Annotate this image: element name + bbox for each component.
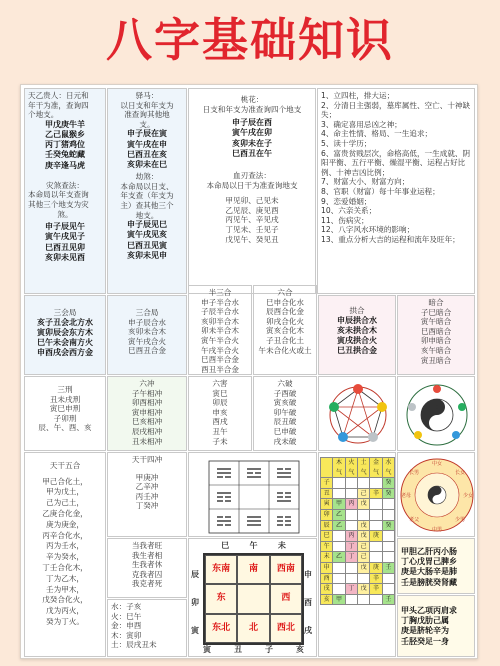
wuxing-table-row <box>321 488 395 499</box>
wuxing-table-cell <box>345 562 357 573</box>
jiesha-title: 劫煞： <box>135 172 159 182</box>
rule-item: 7、财富大小、财富方向； <box>321 177 410 187</box>
wuxing-pentagram-diagram <box>319 377 396 451</box>
wuxing-table-header <box>321 458 333 478</box>
wuxing-table-row <box>321 562 395 573</box>
direction-cell: 西北 <box>270 614 302 643</box>
body-organs-top: 甲胆乙肝丙小肠 丁心戊胃己脾乡 庚是大肠辛是肺 壬是膀胱癸肾藏 <box>401 547 457 587</box>
bagua-label: 中女 <box>431 461 443 467</box>
yima-desc: 以日支和年支为 准查询其他地 支。 <box>120 100 174 129</box>
tianyi-zaisha-cell <box>24 88 106 294</box>
taiji-cell <box>397 376 475 451</box>
rule-item: 2、分清日主强弱，墓库属性、空亡、十神缺失； <box>321 100 471 120</box>
liupo-title: 六破 <box>277 379 293 388</box>
sanxing-cell <box>24 376 106 451</box>
wuxing-table-cell: 癸 <box>382 488 394 499</box>
wuxing-table-cell <box>382 499 394 510</box>
wuxing-table-cell: 申 <box>321 562 333 573</box>
wuxing-table-cell <box>382 573 394 584</box>
jiesha-rows: 申子辰见巳 寅午戌见亥 巳酉丑见寅 亥卯未见申 <box>127 220 167 260</box>
wuxing-table-header: 火气 <box>345 458 357 478</box>
wuxing-table-cell: 戊 <box>357 520 369 531</box>
banhe-title: 半三合 <box>208 288 232 297</box>
jiesha-desc: 本命局以日支、 年支查（年支为 主）查其他三个 地支。 <box>120 181 174 220</box>
sanxing-title: 三刑 <box>57 385 73 394</box>
tiangan-sichong-rows: 甲庚冲 乙辛冲 丙壬冲 丁癸冲 <box>135 472 159 511</box>
wuxing-table-cell <box>345 478 357 489</box>
sanhe-cell <box>107 295 187 375</box>
wuxing-table-cell: 卯 <box>321 509 333 520</box>
wuxing-table-row <box>321 584 395 595</box>
wuxing-table-cell <box>370 541 382 552</box>
wuxing-table-cell <box>370 509 382 520</box>
wuxing-dizhi-cell <box>107 599 187 657</box>
wuxing-table-cell: 戌 <box>321 584 333 595</box>
wuxing-table-cell <box>370 552 382 563</box>
rule-item: 10、六亲关系； <box>321 206 377 216</box>
direction-cell: 东南 <box>205 555 237 584</box>
wangxiang-rows: 当我者旺 我生者相 生我者休 克我者囚 我克者死 <box>131 541 163 589</box>
rule-item: 13、重点分析大吉的运程和流年及旺年； <box>321 234 460 244</box>
xueren-rows: 甲见卯、己见未 乙见辰、庚见酉 丙见午、辛见戌 丁见未、壬见子 戊见午、癸见丑 <box>225 196 279 244</box>
tiangan-wuhe-title: 天干五合 <box>49 461 81 470</box>
wangxiang-cell <box>107 538 187 598</box>
bagua-cell <box>397 452 475 537</box>
taohua-xueren-cell <box>188 88 316 294</box>
wuxing-table-cell <box>382 531 394 542</box>
wuxing-table-cell <box>357 594 369 605</box>
xueren-desc: 本命局以日干为准查询地支 <box>206 180 298 190</box>
taohua-desc: 日支和年支为准查询四个地支 <box>202 104 302 114</box>
liuhe-rows: 巳申合化水 辰酉合化金 卯戌合化火 寅亥合化木 子丑合化土 午未合化火或土 <box>258 297 312 355</box>
wuxing-table-cell: 酉 <box>321 573 333 584</box>
liuhai-rows: 寅巳 卯辰 申亥 酉戌 丑午 子未 <box>212 388 228 446</box>
body-organs-bottom: 甲头乙项丙肩求 丁胸戊肋己属 庚是脐轮辛为 壬胫癸足一身 <box>401 606 457 646</box>
wuxing-table-header: 水气 <box>382 458 394 478</box>
direction-cell: 南 <box>237 555 269 584</box>
direction-cell: 东北 <box>205 614 237 643</box>
liuchong-title: 六冲 <box>139 379 155 388</box>
sanhe-rows: 申子辰合水 亥卯未合木 寅午戌合火 巳酉丑合金 <box>128 317 166 356</box>
sanhui-rows: 亥子丑会北方水 寅卯辰会东方木 巳午未会南方火 申酉戌会西方金 <box>37 317 93 358</box>
tianyi-rows: 甲戊庚牛羊 乙己鼠猴乡 丙丁猪鸡位 壬癸兔蛇藏 庚辛逢马虎 <box>45 119 85 170</box>
direction-grid-cell <box>188 538 317 657</box>
wuxing-table-row <box>321 520 395 531</box>
wuxing-table-cell: 辰 <box>321 520 333 531</box>
wuxing-table-cell <box>382 541 394 552</box>
wuxing-table-cell: 子 <box>321 478 333 489</box>
bagua-label: 老母 <box>400 493 412 499</box>
wuxing-table-cell: 戊 <box>357 531 369 542</box>
direction-grid <box>203 553 304 645</box>
wuxing-qi-table <box>320 457 395 605</box>
content-sheet <box>20 84 478 659</box>
wuxing-table-cell <box>333 573 345 584</box>
wuxing-table-cell <box>357 478 369 489</box>
taohua-rows: 申子辰在酉 寅午戌在卯 亥卯未在子 巳酉丑在午 <box>232 118 272 158</box>
sanhui-cell <box>24 295 106 375</box>
wuxing-table-cell: 丙 <box>345 499 357 510</box>
wuxing-pentagram-cell <box>318 376 396 451</box>
wuxing-table-cell: 乙 <box>333 509 345 520</box>
bagua-label: 长女 <box>454 470 466 476</box>
tiangan-sichong-title: 天干四冲 <box>131 455 163 464</box>
wuxing-table-cell <box>370 478 382 489</box>
wuxing-table-row <box>321 499 395 510</box>
wuxing-table-cell: 戊 <box>357 562 369 573</box>
liupo-cell <box>253 376 317 451</box>
wuxing-table-cell <box>318 452 396 657</box>
wuxing-table-cell: 甲 <box>333 594 345 605</box>
wuxing-table-cell <box>333 541 345 552</box>
direction-left-labels: 辰 卯 寅 <box>191 570 199 636</box>
anhe-title: 暗合 <box>428 298 444 307</box>
sanhui-title: 三会局 <box>53 308 77 317</box>
wuxing-table-cell: 癸 <box>382 478 394 489</box>
wuxing-table-cell: 辛 <box>370 584 382 595</box>
banhe-rows: 申子半合水 子辰半合水 亥卯半合木 卯未半合木 寅午半合火 午戌半合火 巳酉半合金 酉丑半合金 <box>201 297 239 374</box>
gonghe-title: 拱合 <box>349 306 365 315</box>
wuxing-table-cell: 癸 <box>382 520 394 531</box>
tiangan-wuhe-cell <box>24 452 106 657</box>
wuxing-table-cell <box>357 509 369 520</box>
wuxing-table-cell <box>333 488 345 499</box>
wuxing-table-header: 木气 <box>333 458 345 478</box>
wuxing-table-cell <box>345 488 357 499</box>
wuxing-table-cell <box>333 531 345 542</box>
bagua-diagram <box>398 453 475 537</box>
liupo-rows: 子酉破 寅亥破 卯午破 辰丑破 巳申破 戌未破 <box>273 388 297 446</box>
wuxing-table-row <box>321 594 395 605</box>
wuxing-table-cell: 戊 <box>357 499 369 510</box>
wuxing-table-row <box>321 541 395 552</box>
wuxing-table-cell: 己 <box>357 541 369 552</box>
wuxing-table-cell: 丁 <box>345 584 357 595</box>
yima-title: 驿马： <box>135 91 159 100</box>
direction-cell: 西南 <box>270 555 302 584</box>
tiangan-sichong-cell <box>107 452 187 537</box>
wuxing-table-cell <box>382 584 394 595</box>
direction-top-labels: 巳 午 未 <box>221 541 286 550</box>
direction-cell: 北 <box>237 614 269 643</box>
rule-item: 9、恋爱婚姻； <box>321 196 372 206</box>
wuxing-table-cell: 戊 <box>357 584 369 595</box>
bagua-label: 长男 <box>408 470 420 476</box>
liuchong-cell <box>107 376 187 451</box>
wuxing-table-cell <box>345 509 357 520</box>
wuxing-table-cell: 丙 <box>345 531 357 542</box>
wuxing-table-cell: 亥 <box>321 594 333 605</box>
anhe-rows: 子巳暗合 寅午暗合 巳酉暗合 卯申暗合 亥午暗合 寅丑暗合 <box>420 307 452 365</box>
wuxing-table-cell: 未 <box>321 552 333 563</box>
wuxing-table-cell <box>333 478 345 489</box>
bagua-label: 少女 <box>462 493 474 499</box>
body-organs-top-cell <box>397 538 475 594</box>
bagua-label: 老父 <box>408 517 420 523</box>
gonghe-rows: 申辰拱合水 亥未拱合木 寅戌拱合火 巳丑拱合金 <box>337 315 377 356</box>
gonghe-cell <box>318 295 396 375</box>
wuxing-table-cell <box>382 552 394 563</box>
wuxing-table-cell <box>382 509 394 520</box>
wuxing-table-cell <box>333 584 345 595</box>
tianyi-desc: 天乙贵人：日元和 年干为准，查询四 个地支。 <box>28 91 89 120</box>
direction-bottom-labels: 寅 丑 子 亥 <box>203 645 304 654</box>
rule-item: 4、命主性情、格局、一生追求； <box>321 129 433 139</box>
zaisha-rows: 申子辰见午 寅午戌见子 巳酉丑见卯 亥卯未见酉 <box>45 222 85 262</box>
zaisha-desc: 灾煞查法： 本命局以年支查询 其他三个地支为灾 煞。 <box>28 180 89 219</box>
wuxing-table-cell: 午 <box>321 541 333 552</box>
wuxing-table-cell: 己 <box>357 488 369 499</box>
banhe-cell <box>188 285 252 375</box>
rule-item: 11、伤病灾； <box>321 215 369 225</box>
rule-item: 1、立四柱，排大运； <box>321 91 395 100</box>
bagua-label: 少男 <box>454 517 466 523</box>
wuxing-table-cell: 乙 <box>333 552 345 563</box>
tiangan-wuhe-rows: 甲己合化土， 甲为戊土， 己为己土， 乙庚合化金， 庚为庚金， 丙辛合化水， 丙为壬水， 辛为癸水， 丁壬合化木， 丁为乙木， 壬为甲木， 戊癸合化火， 戊为丙火， 癸为丁火。 <box>42 476 88 626</box>
anhe-cell <box>397 295 475 375</box>
analysis-rules-cell <box>317 88 475 294</box>
wuxing-table-cell: 壬 <box>382 594 394 605</box>
liuhai-cell <box>188 376 252 451</box>
wuxing-table-cell: 己 <box>357 552 369 563</box>
wuxing-table-cell: 辛 <box>370 488 382 499</box>
hexagram-grid-cell <box>188 452 317 537</box>
direction-cell <box>237 584 269 613</box>
wuxing-table-cell: 庚 <box>370 531 382 542</box>
wuxing-table-cell: 辛 <box>370 573 382 584</box>
wuxing-table-row <box>321 552 395 563</box>
wuxing-table-cell: 丁 <box>345 541 357 552</box>
yima-rows: 申子辰在寅 寅午戌在申 巳酉丑在亥 亥卯未在巳 <box>127 129 167 169</box>
wuxing-table-cell <box>357 573 369 584</box>
wuxing-table-cell: 甲 <box>333 499 345 510</box>
rule-item: 12、八字风水环境的影响； <box>321 225 415 235</box>
wuxing-table-cell: 丁 <box>345 552 357 563</box>
wuxing-table-cell <box>345 594 357 605</box>
rule-item: 5、读十学历； <box>321 138 372 148</box>
liuhe-cell <box>253 285 317 375</box>
wuxing-table-header: 土气 <box>357 458 369 478</box>
liuhe-title: 六合 <box>277 288 293 297</box>
wuxing-table-cell: 巳 <box>321 531 333 542</box>
wuxing-table-cell <box>345 573 357 584</box>
wuxing-table-cell: 壬 <box>382 562 394 573</box>
liuhai-title: 六害 <box>212 379 228 388</box>
direction-cell: 西 <box>270 584 302 613</box>
wuxing-table-row <box>321 509 395 520</box>
sanxing-rows: 丑未戌刑 寅巳申刑 子卯刑 <box>49 394 81 423</box>
wuxing-table-row <box>321 573 395 584</box>
wuxing-table-cell <box>345 520 357 531</box>
taohua-title: 桃花： <box>240 95 264 104</box>
bagua-label: 中男 <box>431 527 443 533</box>
direction-cell: 东 <box>205 584 237 613</box>
yima-jiesha-cell <box>107 88 187 294</box>
sanhe-title: 三合局 <box>135 308 159 317</box>
wuxing-dizhi-rows: 水：子亥 火：巳午 金：申酉 木：寅卯 土：辰戌丑未 <box>111 602 157 650</box>
rule-item: 8、官职（财富）每十年事业运程； <box>321 186 440 196</box>
wuxing-table-cell <box>370 594 382 605</box>
wuxing-table-row <box>321 478 395 489</box>
wuxing-table-cell <box>333 562 345 573</box>
hexagram-grid <box>189 453 317 537</box>
rule-item: 3、确定喜用忌凶之神； <box>321 119 402 129</box>
wuxing-table-cell: 寅 <box>321 499 333 510</box>
wuxing-table-row <box>321 531 395 542</box>
rule-item: 6、富贵贫贱层次，命格高低，一生成就、阴阳平衡、五行平衡、燥湿平衡、运程占好比例、十神吉凶比例； <box>321 148 471 177</box>
direction-right-labels: 申 酉 戌 <box>304 570 312 636</box>
liuchong-rows: 子午相冲 卯酉相冲 寅申相冲 巳亥相冲 辰戌相冲 丑未相冲 <box>131 388 163 446</box>
wuxing-table-cell <box>370 499 382 510</box>
wuxing-table-cell: 丑 <box>321 488 333 499</box>
xueren-title: 血刃查法： <box>233 171 271 180</box>
body-organs-bottom-cell <box>397 595 475 657</box>
wuxing-table-cell: 庚 <box>370 562 382 573</box>
wuxing-table-header: 金气 <box>370 458 382 478</box>
page-title: 八字基础知识 <box>106 13 394 67</box>
wuxing-table-cell <box>370 520 382 531</box>
taiji-diagram <box>398 377 475 451</box>
zixing: 辰、午、酉、亥 <box>38 423 92 433</box>
wuxing-table-cell: 乙 <box>333 520 345 531</box>
